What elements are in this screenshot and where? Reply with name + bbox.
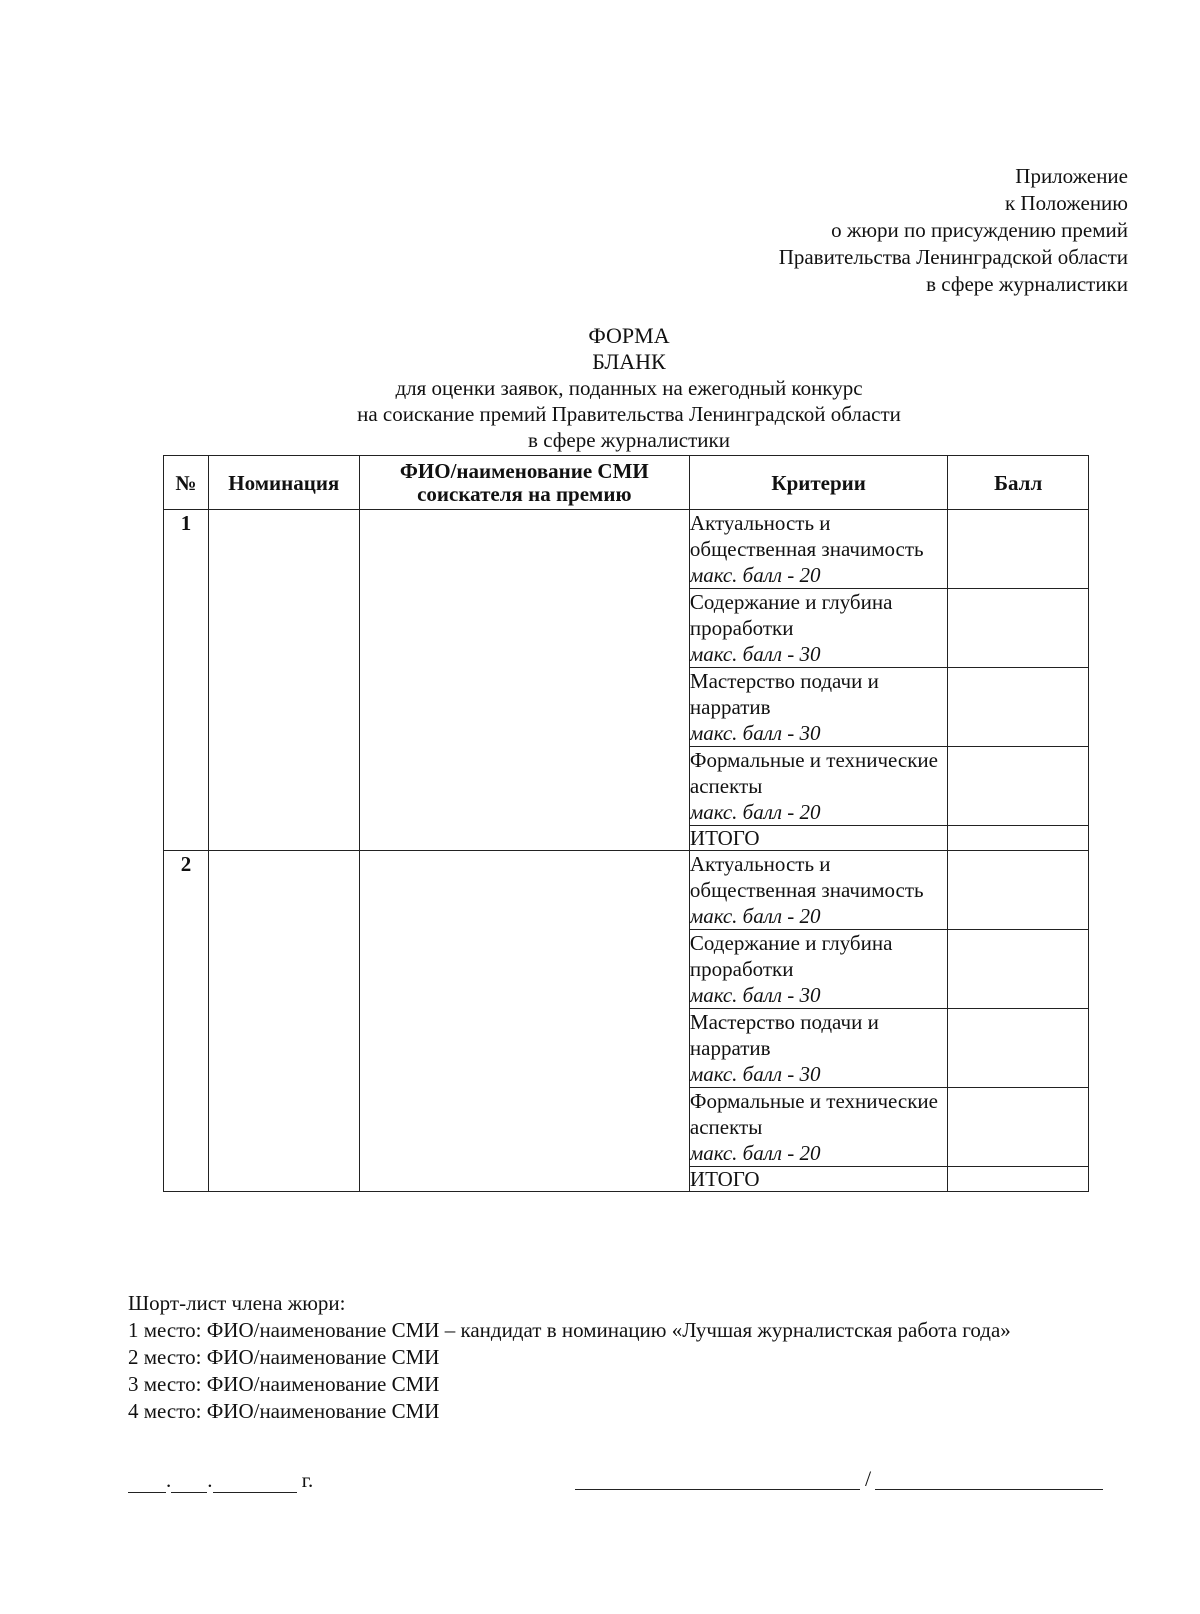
header-nomination: Номинация bbox=[208, 456, 359, 510]
criterion-cell bbox=[689, 1009, 947, 1088]
header-score: Балл bbox=[948, 456, 1089, 510]
criterion-name: Формальные и технические аспекты bbox=[689, 748, 938, 798]
score-cell[interactable] bbox=[948, 930, 1089, 1009]
score-cell[interactable] bbox=[948, 1088, 1089, 1167]
criterion-name: Актуальность и общественная значимость bbox=[689, 511, 924, 561]
shortlist-item: 4 место: ФИО/наименование СМИ bbox=[128, 1399, 440, 1423]
header-number: № bbox=[164, 456, 209, 510]
criterion-name: Содержание и глубина проработки bbox=[689, 931, 893, 981]
shortlist-block bbox=[128, 1290, 1088, 1425]
criterion-name: Формальные и технические аспекты bbox=[689, 1089, 938, 1139]
criterion-cell bbox=[689, 851, 947, 930]
form-description-line: на соискание премий Правительства Ленинградской области bbox=[357, 402, 901, 426]
date-suffix: г. bbox=[301, 1468, 314, 1492]
criterion-name: Актуальность и общественная значимость bbox=[689, 852, 924, 902]
appendix-line: о жюри по присуждению премий bbox=[831, 218, 1128, 242]
fio-cell[interactable] bbox=[359, 851, 689, 1192]
score-cell[interactable] bbox=[948, 851, 1089, 930]
shortlist-item: 2 место: ФИО/наименование СМИ bbox=[128, 1345, 440, 1369]
criterion-name: Содержание и глубина проработки bbox=[689, 590, 893, 640]
form-header bbox=[0, 323, 1200, 453]
appendix-block bbox=[779, 163, 1128, 298]
fio-cell[interactable] bbox=[359, 510, 689, 851]
criterion-max: макс. балл - 20 bbox=[689, 904, 821, 928]
score-cell[interactable] bbox=[948, 1009, 1089, 1088]
score-cell[interactable] bbox=[948, 589, 1089, 668]
criterion-max: макс. балл - 30 bbox=[689, 983, 821, 1007]
row-number: 1 bbox=[164, 510, 209, 851]
row-number: 2 bbox=[164, 851, 209, 1192]
shortlist-item: 3 место: ФИО/наименование СМИ bbox=[128, 1372, 440, 1396]
criterion-max: макс. балл - 20 bbox=[689, 800, 821, 824]
table-row bbox=[164, 851, 1089, 930]
total-score-cell[interactable] bbox=[948, 826, 1089, 851]
criterion-name: Мастерство подачи и нарратив bbox=[689, 1010, 879, 1060]
nomination-cell[interactable] bbox=[208, 510, 359, 851]
criterion-cell bbox=[689, 510, 947, 589]
header-criteria: Критерии bbox=[689, 456, 947, 510]
score-cell[interactable] bbox=[948, 510, 1089, 589]
criterion-cell bbox=[689, 930, 947, 1009]
nomination-cell[interactable] bbox=[208, 851, 359, 1192]
criterion-cell bbox=[689, 668, 947, 747]
total-label: ИТОГО bbox=[689, 826, 947, 851]
appendix-line: Приложение bbox=[1015, 164, 1128, 188]
signature-field[interactable] bbox=[575, 1468, 1115, 1490]
date-day-blank[interactable] bbox=[128, 1472, 166, 1493]
shortlist-item: 1 место: ФИО/наименование СМИ – кандидат в номинацию «Лучшая журналистская работа года» bbox=[128, 1318, 1011, 1342]
criterion-max: макс. балл - 20 bbox=[689, 1141, 821, 1165]
signature-blank[interactable] bbox=[575, 1488, 860, 1490]
scoring-table bbox=[163, 455, 1089, 1192]
form-description-line: для оценки заявок, поданных на ежегодный конкурс bbox=[395, 376, 863, 400]
score-cell[interactable] bbox=[948, 668, 1089, 747]
header-fio: ФИО/наименование СМИ соискателя на премию bbox=[359, 456, 689, 510]
date-field[interactable]: . . г. bbox=[128, 1468, 313, 1493]
signature-separator: / bbox=[865, 1466, 872, 1491]
criterion-cell bbox=[689, 747, 947, 826]
criterion-max: макс. балл - 30 bbox=[689, 642, 821, 666]
table-header-row bbox=[164, 456, 1089, 510]
criterion-max: макс. балл - 30 bbox=[689, 1062, 821, 1086]
criterion-max: макс. балл - 30 bbox=[689, 721, 821, 745]
table-row bbox=[164, 510, 1089, 589]
appendix-line: Правительства Ленинградской области bbox=[778, 245, 1128, 269]
criterion-cell bbox=[689, 1088, 947, 1167]
appendix-line: к Положению bbox=[1004, 191, 1128, 215]
total-label: ИТОГО bbox=[689, 1167, 947, 1192]
form-description-line: в сфере журналистики bbox=[528, 428, 730, 452]
criterion-max: макс. балл - 20 bbox=[689, 563, 821, 587]
date-month-blank[interactable] bbox=[171, 1472, 207, 1493]
criterion-name: Мастерство подачи и нарратив bbox=[689, 669, 879, 719]
appendix-line: в сфере журналистики bbox=[926, 272, 1128, 296]
date-year-blank[interactable] bbox=[213, 1472, 297, 1493]
score-cell[interactable] bbox=[948, 747, 1089, 826]
shortlist-title: Шорт-лист члена жюри: bbox=[128, 1291, 346, 1315]
form-subtitle-blank: БЛАНК bbox=[592, 349, 666, 374]
total-score-cell[interactable] bbox=[948, 1167, 1089, 1192]
name-blank[interactable] bbox=[875, 1488, 1103, 1490]
form-title: ФОРМА bbox=[588, 323, 670, 348]
criterion-cell bbox=[689, 589, 947, 668]
